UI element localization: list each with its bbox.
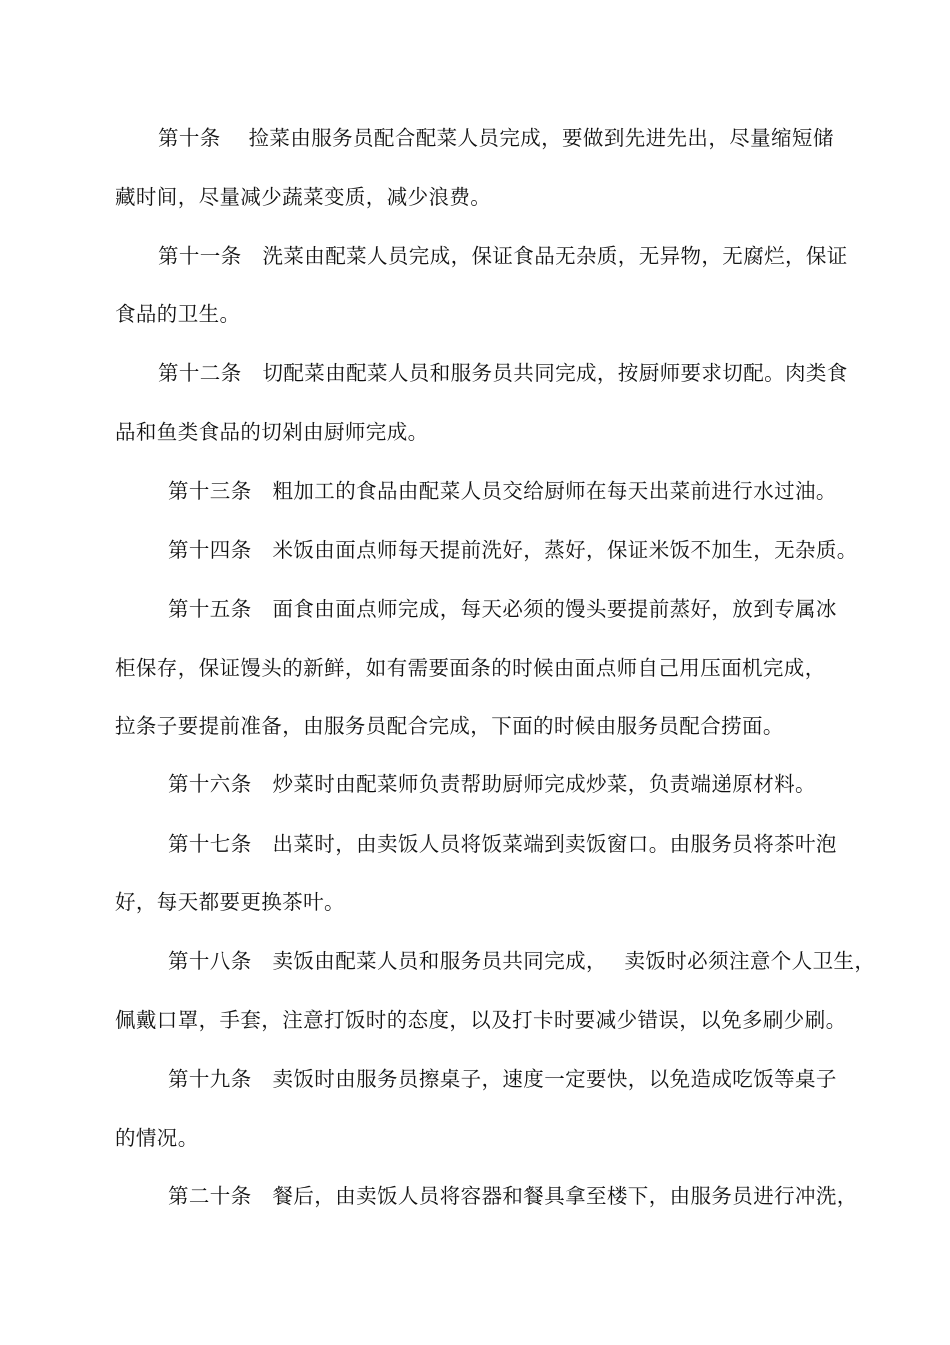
article-16-line-1: 第十六条 炒菜时由配菜师负责帮助厨师完成炒菜，负责端递原材料。 <box>168 772 816 796</box>
article-17-line-1: 第十七条 出菜时，由卖饭人员将饭菜端到卖饭窗口。由服务员将茶叶泡 <box>168 832 837 856</box>
article-13-line-1: 第十三条 粗加工的食品由配菜人员交给厨师在每天出菜前进行水过油。 <box>168 479 837 503</box>
article-18-line-1: 第十八条 卖饭由配菜人员和服务员共同完成， 卖饭时必须注意个人卫生， <box>168 949 876 973</box>
article-10-line-2: 藏时间，尽量减少蔬菜变质，减少浪费。 <box>115 185 492 209</box>
article-20-line-1: 第二十条 餐后，由卖饭人员将容器和餐具拿至楼下，由服务员进行冲洗， <box>168 1184 858 1208</box>
article-19-line-2: 的情况。 <box>115 1126 199 1150</box>
article-19-line-1: 第十九条 卖饭时由服务员擦桌子，速度一定要快，以免造成吃饭等桌子 <box>168 1067 837 1091</box>
article-10-line-1: 第十条 捡菜由服务员配合配菜人员完成，要做到先进先出，尽量缩短储 <box>158 126 834 150</box>
article-15-line-2: 柜保存，保证馒头的新鲜，如有需要面条的时候由面点师自己用压面机完成， <box>115 656 826 680</box>
article-17-line-2: 好，每天都要更换茶叶。 <box>115 890 345 914</box>
article-11-line-2: 食品的卫生。 <box>115 302 241 326</box>
article-18-line-2: 佩戴口罩，手套，注意打饭时的态度，以及打卡时要减少错误，以免多刷少刷。 <box>115 1008 847 1032</box>
article-12-line-1: 第十二条 切配菜由配菜人员和服务员共同完成，按厨师要求切配。肉类食 <box>158 361 848 385</box>
article-15-line-1: 第十五条 面食由面点师完成，每天必须的馒头要提前蒸好，放到专属冰 <box>168 597 837 621</box>
article-11-line-1: 第十一条 洗菜由配菜人员完成，保证食品无杂质，无异物，无腐烂，保证 <box>158 244 848 268</box>
article-15-line-3: 拉条子要提前准备，由服务员配合完成，下面的时候由服务员配合捞面。 <box>115 714 784 738</box>
article-12-line-2: 品和鱼类食品的切剁由厨师完成。 <box>115 420 429 444</box>
article-14-line-1: 第十四条 米饭由面点师每天提前洗好，蒸好，保证米饭不加生，无杂质。 <box>168 538 858 562</box>
